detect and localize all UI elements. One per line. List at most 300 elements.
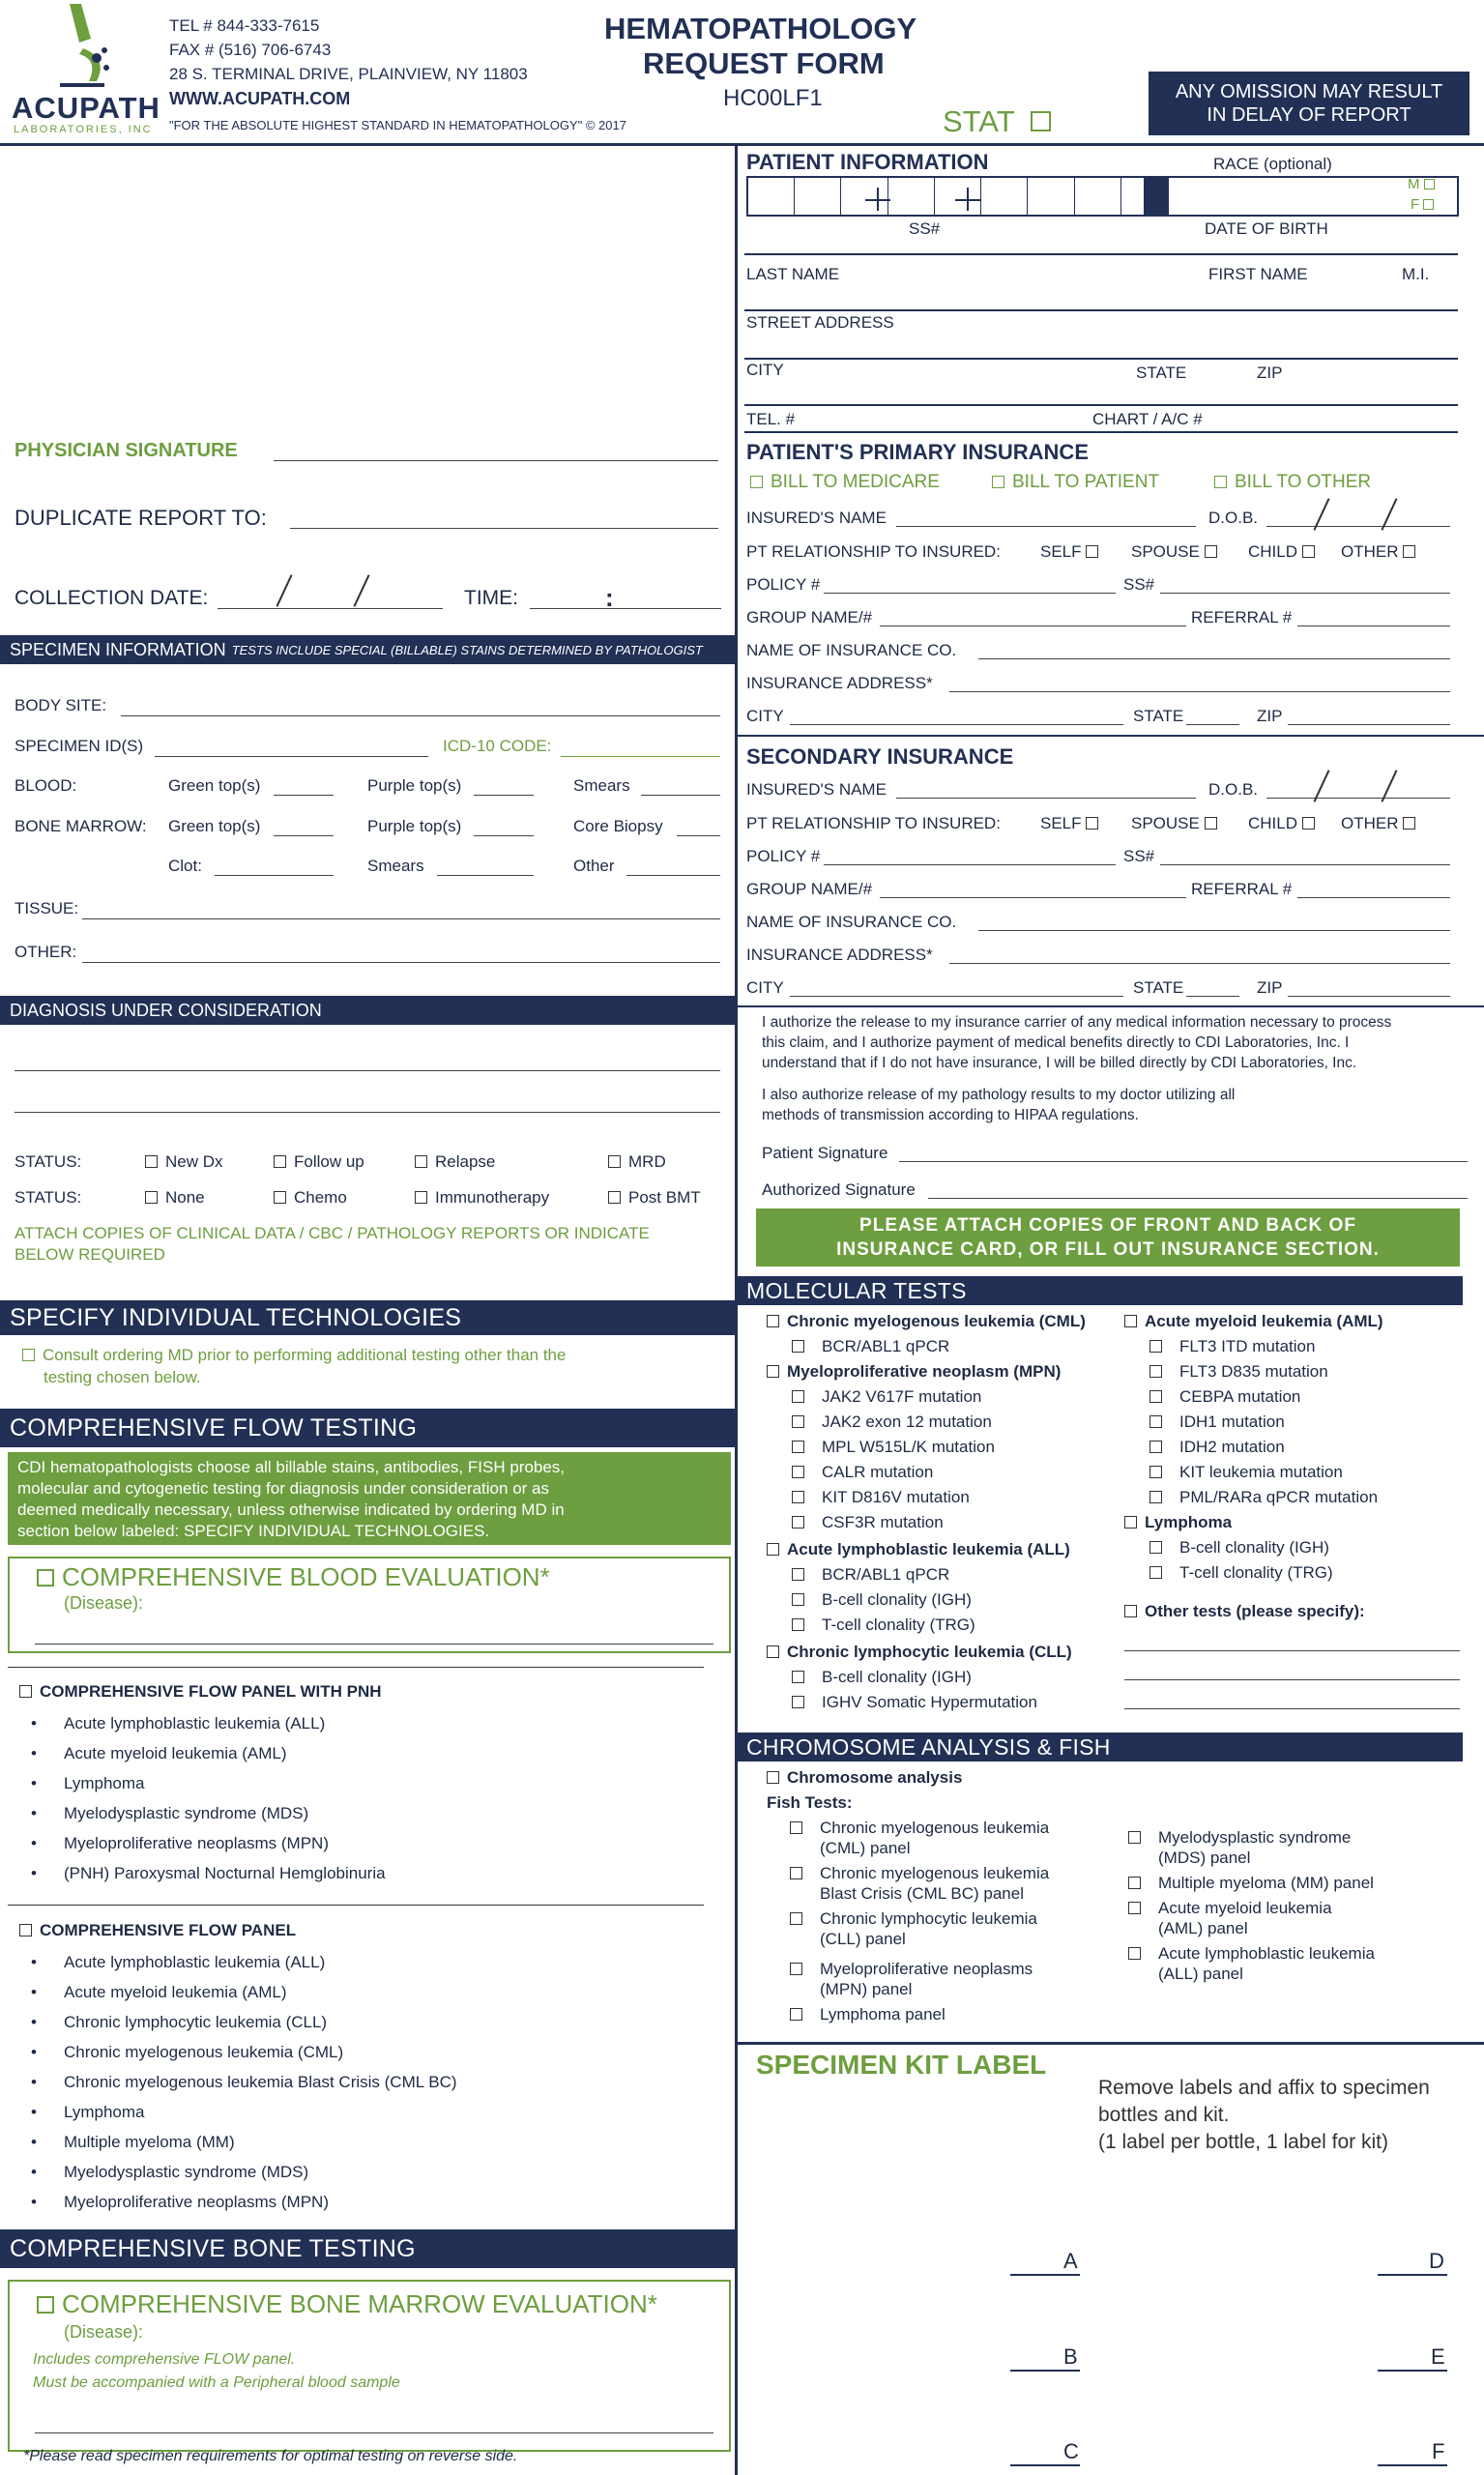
blood-eval-disease-field[interactable]: [35, 1644, 713, 1645]
stat-checkbox[interactable]: [943, 104, 1051, 139]
flow-pnh-panel[interactable]: [19, 1682, 382, 1702]
bone-marrow-label: BONE MARROW:: [15, 817, 147, 835]
sec-rel-child[interactable]: CHILD: [1248, 814, 1315, 833]
consult-line1: Consult ordering MD prior to performing additional testing other than the: [43, 1346, 567, 1364]
checkbox-icon[interactable]: [1149, 1566, 1162, 1579]
status-chemo[interactable]: Chemo: [274, 1188, 347, 1208]
checkbox-icon[interactable]: [1149, 1466, 1162, 1478]
mol-cll-item[interactable]: IGHV Somatic Hypermutation: [767, 1690, 1086, 1715]
mol-cll[interactable]: Chronic lymphocytic leukemia (CLL): [767, 1640, 1086, 1665]
rel-other[interactable]: OTHER: [1341, 542, 1415, 562]
blood-purple-tops-field[interactable]: [474, 795, 534, 796]
checkbox-icon[interactable]: [1149, 1491, 1162, 1503]
ins-ss-field[interactable]: [1160, 593, 1450, 594]
other-tests-line-1[interactable]: [1124, 1650, 1460, 1651]
primary-insurance-section: [746, 507, 1452, 729]
other-tests-line-2[interactable]: [1124, 1679, 1460, 1680]
status-relapse[interactable]: Relapse: [415, 1152, 495, 1172]
street-field-line[interactable]: [744, 358, 1458, 360]
bone-eval-box: [8, 2280, 731, 2452]
sec-policy-label: POLICY #: [746, 847, 821, 865]
blood-eval-box: [8, 1557, 731, 1653]
mol-mpn-item[interactable]: KIT D816V mutation: [767, 1485, 1086, 1510]
bm-core-biopsy-label: Core Biopsy: [573, 817, 663, 835]
mol-other[interactable]: Other tests (please specify):: [1124, 1599, 1383, 1624]
state-label: STATE: [1136, 364, 1187, 382]
tel-label: TEL. #: [746, 410, 796, 428]
microscope-icon: [41, 0, 118, 89]
checkbox-icon[interactable]: [1423, 199, 1434, 210]
chromosome-analysis-option[interactable]: Chromosome analysis: [767, 1768, 962, 1788]
checkbox-icon[interactable]: [767, 1543, 779, 1556]
ss-dash-2v: [967, 188, 969, 211]
checkbox-icon[interactable]: [1403, 817, 1415, 830]
checkbox-icon[interactable]: [992, 476, 1004, 488]
bill-medicare[interactable]: BILL TO MEDICARE: [750, 472, 940, 493]
checkbox-icon[interactable]: [1086, 545, 1098, 558]
checkbox-icon[interactable]: [790, 2008, 802, 2021]
checkbox-icon[interactable]: [1149, 1415, 1162, 1428]
bm-other-field[interactable]: [626, 875, 720, 876]
icd-code-label: ICD-10 CODE:: [443, 737, 552, 755]
mol-cml-bcr[interactable]: BCR/ABL1 qPCR: [767, 1334, 1086, 1359]
sex-f[interactable]: F: [1411, 196, 1434, 213]
status-new-dx[interactable]: New Dx: [145, 1152, 223, 1172]
ins-address-label: INSURANCE ADDRESS*: [746, 674, 933, 692]
fish-tests-label: Fish Tests:: [767, 1793, 853, 1812]
checkbox-icon[interactable]: [792, 1671, 804, 1683]
kit-instructions: Remove labels and affix to specimen bottles and kit. (1 label per bottle, 1 label for kit): [1098, 2077, 1430, 2153]
specimen-info-title: SPECIMEN INFORMATION: [10, 639, 226, 659]
fish-lymphoma[interactable]: Lymphoma panel: [790, 2004, 1049, 2024]
clot-field[interactable]: [215, 875, 334, 876]
race-label: RACE (optional): [1213, 155, 1332, 173]
ss-digit-box[interactable]: [1028, 178, 1074, 215]
ins-ss-label: SS#: [1123, 575, 1155, 594]
checkbox-icon[interactable]: [790, 1821, 802, 1834]
bone-eval-disease-field[interactable]: [35, 2432, 713, 2433]
diagnosis-line-1[interactable]: [15, 1070, 720, 1071]
checkbox-icon[interactable]: [1302, 545, 1315, 558]
fish-mds[interactable]: Myelodysplastic syndrome (MDS) panel: [1128, 1827, 1375, 1868]
sec-dob-field[interactable]: [1266, 798, 1450, 799]
checkbox-icon[interactable]: [145, 1155, 158, 1168]
status-label-1: STATUS:: [15, 1152, 82, 1171]
checkbox-icon[interactable]: [37, 2296, 54, 2314]
checkbox-icon[interactable]: [1205, 817, 1217, 830]
blood-smears-field[interactable]: [641, 795, 720, 796]
policy-field[interactable]: [824, 593, 1116, 594]
attach-copies-note: [15, 1223, 650, 1266]
contact-fax: FAX # (516) 706-6743: [169, 41, 332, 59]
fish-cml[interactable]: Chronic myelogenous leukemia (CML) panel: [790, 1818, 1049, 1858]
mol-cml[interactable]: Chronic myelogenous leukemia (CML): [767, 1309, 1086, 1334]
mi-label: M.I.: [1402, 265, 1430, 283]
checkbox-icon[interactable]: [792, 1491, 804, 1503]
mol-aml-item[interactable]: IDH2 mutation: [1124, 1435, 1383, 1460]
checkbox-icon[interactable]: [415, 1191, 427, 1204]
bm-smears-field[interactable]: [437, 875, 534, 876]
sec-insured-name-field[interactable]: [896, 798, 1196, 799]
fish-mpn[interactable]: Myeloproliferative neoplasms (MPN) panel: [790, 1959, 1049, 1999]
list-item: • (PNH) Paroxysmal Nocturnal Hemglobinuria: [19, 1858, 386, 1888]
other-tests-line-3[interactable]: [1124, 1708, 1460, 1709]
mol-lymphoma-item[interactable]: T-cell clonality (TRG): [1124, 1560, 1383, 1586]
diagnosis-line-2[interactable]: [15, 1112, 720, 1113]
body-site-field[interactable]: [121, 715, 720, 716]
fish-cll[interactable]: Chronic lymphocytic leukemia (CLL) panel: [790, 1908, 1049, 1949]
checkbox-icon[interactable]: [415, 1155, 427, 1168]
sec-state-field[interactable]: [1186, 996, 1239, 997]
bm-other-label: Other: [573, 857, 615, 875]
mol-aml-item[interactable]: CEBPA mutation: [1124, 1384, 1383, 1410]
checkbox-icon[interactable]: [1424, 179, 1435, 189]
checkbox-icon[interactable]: [19, 1685, 32, 1698]
authorized-signature-field[interactable]: [928, 1198, 1468, 1199]
mol-mpn-item[interactable]: JAK2 V617F mutation: [767, 1384, 1086, 1410]
city-label: CITY: [746, 361, 784, 379]
mol-aml-item[interactable]: FLT3 D835 mutation: [1124, 1359, 1383, 1384]
rel-spouse[interactable]: SPOUSE: [1131, 542, 1217, 562]
molecular-heading: [737, 1276, 1463, 1305]
patient-signature-label: Patient Signature: [762, 1144, 888, 1162]
mol-aml-item[interactable]: IDH1 mutation: [1124, 1410, 1383, 1435]
mol-lymphoma[interactable]: Lymphoma: [1124, 1510, 1383, 1535]
stat-label: STAT: [943, 104, 1015, 138]
status-post-bmt[interactable]: Post BMT: [608, 1188, 701, 1208]
sec-ins-co-label: NAME OF INSURANCE CO.: [746, 913, 957, 931]
mol-all-item[interactable]: T-cell clonality (TRG): [767, 1613, 1086, 1638]
blood-eval-disease: (Disease):: [64, 1593, 144, 1613]
sec-dob-label: D.O.B.: [1208, 780, 1259, 799]
checkbox-icon[interactable]: [1149, 1441, 1162, 1453]
mol-aml[interactable]: Acute myeloid leukemia (AML): [1124, 1309, 1383, 1334]
checkbox-icon[interactable]: [274, 1155, 286, 1168]
ss-digit-box[interactable]: [981, 178, 1028, 215]
rel-child[interactable]: CHILD: [1248, 542, 1315, 562]
time-field[interactable]: [530, 608, 721, 609]
ins-zip-field[interactable]: [1288, 724, 1450, 725]
sec-group-field[interactable]: [880, 897, 1186, 898]
sec-rel-self[interactable]: SELF: [1040, 814, 1098, 833]
list-item: • Acute lymphoblastic leukemia (ALL): [19, 1708, 386, 1738]
reverse-side-footnote: *Please read specimen requirements for optimal testing on reverse side.: [23, 2448, 518, 2464]
list-item: • Chronic lymphocytic leukemia (CLL): [19, 2007, 457, 2037]
kit-label-e-line[interactable]: [1378, 2370, 1447, 2372]
kit-label-c: C: [1063, 2439, 1079, 2463]
bone-eval-label: COMPREHENSIVE BONE MARROW EVALUATION*: [62, 2289, 657, 2318]
ins-address-field[interactable]: [949, 691, 1450, 692]
mol-mpn-item[interactable]: CSF3R mutation: [767, 1510, 1086, 1535]
checkbox-icon[interactable]: [1128, 1877, 1141, 1889]
sec-group-label: GROUP NAME/#: [746, 880, 873, 898]
blood-green-tops-field[interactable]: [274, 795, 334, 796]
bm-green-tops-field[interactable]: [274, 835, 334, 836]
checkbox-icon[interactable]: [608, 1155, 621, 1168]
blood-eval-label: COMPREHENSIVE BLOOD EVALUATION*: [62, 1562, 550, 1591]
mol-aml-item[interactable]: PML/RARa qPCR mutation: [1124, 1485, 1383, 1510]
ins-city-field[interactable]: [790, 724, 1123, 725]
ins-zip-label: ZIP: [1257, 707, 1283, 725]
column-divider: [735, 145, 738, 2475]
ss-digit-box[interactable]: [841, 178, 887, 215]
ss-digit-box[interactable]: [888, 178, 935, 215]
ins-state-field[interactable]: [1186, 724, 1239, 725]
zip-label: ZIP: [1257, 364, 1283, 382]
logo-subtext: LABORATORIES, INC: [14, 124, 153, 135]
insured-name-label: INSURED'S NAME: [746, 509, 887, 527]
flow-panel[interactable]: [19, 1921, 296, 1940]
date-slash-1: [276, 574, 292, 606]
diagnosis-heading: [0, 996, 735, 1025]
mol-lymphoma-item[interactable]: B-cell clonality (IGH): [1124, 1535, 1383, 1560]
mol-mpn-item[interactable]: JAK2 exon 12 mutation: [767, 1410, 1086, 1435]
mol-aml-item[interactable]: FLT3 ITD mutation: [1124, 1334, 1383, 1359]
checkbox-icon[interactable]: [767, 1645, 779, 1658]
blood-label: BLOOD:: [15, 776, 77, 795]
checkbox-icon[interactable]: [792, 1340, 804, 1353]
patient-signature-field[interactable]: [899, 1161, 1468, 1162]
checkbox-icon[interactable]: [1149, 1390, 1162, 1403]
status-mrd[interactable]: MRD: [608, 1152, 666, 1172]
attach-card-note: PLEASE ATTACH COPIES OF FRONT AND BACK OF INSURANCE CARD, OR FILL OUT INSURANCE SECTION.: [756, 1208, 1460, 1267]
molecular-left-list: [767, 1309, 1086, 1715]
checkbox-icon[interactable]: [1149, 1340, 1162, 1353]
insured-dob-field[interactable]: [1266, 526, 1450, 527]
checkbox-icon[interactable]: [767, 1315, 779, 1327]
list-item: • Lymphoma: [19, 1768, 386, 1798]
collection-date-label: COLLECTION DATE:: [15, 587, 209, 609]
status-follow-up[interactable]: Follow up: [274, 1152, 364, 1172]
chromosome-heading: [737, 1732, 1463, 1762]
city-field-line[interactable]: [744, 404, 1458, 406]
sec-zip-field[interactable]: [1288, 996, 1450, 997]
kit-heading: SPECIMEN KIT LABEL: [756, 2050, 1047, 2080]
ss-dob-boxes[interactable]: [746, 176, 1169, 217]
checkbox-icon[interactable]: [1086, 817, 1098, 830]
list-item: • Chronic myelogenous leukemia (CML): [19, 2037, 457, 2067]
mol-cll-item[interactable]: B-cell clonality (IGH): [767, 1665, 1086, 1690]
ss-digit-box[interactable]: [1075, 178, 1121, 215]
insured-dob-label: D.O.B.: [1208, 509, 1259, 527]
checkbox-icon[interactable]: [608, 1191, 621, 1204]
group-label: GROUP NAME/#: [746, 608, 873, 626]
checkbox-icon[interactable]: [22, 1349, 35, 1361]
status-immunotherapy[interactable]: Immunotherapy: [415, 1188, 549, 1208]
fish-left: [790, 1818, 1049, 2024]
authorized-signature-label: Authorized Signature: [762, 1180, 916, 1199]
physician-signature-label: PHYSICIAN SIGNATURE: [15, 440, 238, 461]
checkbox-icon[interactable]: [790, 1867, 802, 1879]
checkbox-icon[interactable]: [1128, 1947, 1141, 1960]
checkbox-icon[interactable]: [1124, 1315, 1137, 1327]
attach-copies-line1: ATTACH COPIES OF CLINICAL DATA / CBC / PATHOLOGY REPORTS OR INDICATE: [15, 1224, 650, 1242]
secondary-ins-divider: [737, 1005, 1484, 1007]
molecular-right-list: [1124, 1309, 1383, 1624]
bone-title: COMPREHENSIVE BONE TESTING: [10, 2234, 416, 2262]
specimen-ids-field[interactable]: [155, 756, 428, 757]
mol-mpn-item[interactable]: CALR mutation: [767, 1460, 1086, 1485]
icd-code-field[interactable]: [561, 756, 720, 757]
bone-eval-disease: (Disease):: [64, 2322, 144, 2342]
checkbox-icon[interactable]: [1124, 1516, 1137, 1529]
other-specimen-field[interactable]: [82, 962, 720, 963]
checkbox-icon[interactable]: [790, 1912, 802, 1925]
checkbox-icon[interactable]: [792, 1390, 804, 1403]
collection-date-field[interactable]: [218, 608, 443, 609]
sec-referral-label: REFERRAL #: [1191, 880, 1293, 898]
checkbox-icon[interactable]: [1403, 545, 1415, 558]
flow-note: CDI hematopathologists choose all billable stains, antibodies, FISH probes, molecular and cytogenetic testing for diagnosis under consideration or as deemed medically necessary, unless otherwise indicated by ordering MD in section below labeled: SPECIFY INDIVIDUAL TECHNOLOGIES.: [8, 1452, 731, 1545]
sec-referral-field[interactable]: [1297, 897, 1450, 898]
bone-note-2: Must be accompanied with a Peripheral blood sample: [33, 2374, 400, 2391]
clot-label: Clot:: [168, 857, 202, 875]
bm-green-tops-label: Green top(s): [168, 817, 261, 835]
sec-ins-co-field[interactable]: [978, 930, 1450, 931]
checkbox-icon[interactable]: [1214, 476, 1227, 488]
flow-panel-list: [19, 1947, 457, 2217]
bill-patient[interactable]: BILL TO PATIENT: [992, 472, 1159, 493]
omission-line1: ANY OMISSION MAY RESULT: [1175, 81, 1443, 102]
checkbox-icon[interactable]: [792, 1441, 804, 1453]
sec-policy-field[interactable]: [824, 864, 1116, 865]
status-label-2: STATUS:: [15, 1188, 82, 1207]
blood-eval-option[interactable]: [37, 1562, 550, 1592]
physician-signature-field[interactable]: [274, 460, 718, 461]
kit-label-d-line[interactable]: [1378, 2274, 1447, 2276]
checkbox-icon[interactable]: [767, 1365, 779, 1378]
list-item: • Chronic myelogenous leukemia Blast Crisis (CML BC): [19, 2067, 457, 2097]
flow-title: COMPREHENSIVE FLOW TESTING: [10, 1413, 418, 1441]
bm-smears-label: Smears: [367, 857, 424, 875]
patient-line-1: [744, 253, 1458, 255]
ins-co-field[interactable]: [978, 658, 1450, 659]
checkbox-icon[interactable]: [790, 1963, 802, 1975]
consult-md-option[interactable]: [22, 1344, 566, 1388]
checkbox-icon[interactable]: [792, 1696, 804, 1708]
ss-dash-1v: [877, 188, 879, 211]
fish-all[interactable]: Acute lymphoblastic leukemia (ALL) panel: [1128, 1943, 1375, 1984]
name-field-line[interactable]: [744, 309, 1458, 311]
rel-self[interactable]: SELF: [1040, 542, 1098, 562]
form-title-line2: REQUEST FORM: [643, 46, 885, 80]
ss-digit-box[interactable]: [748, 178, 795, 215]
checkbox-icon[interactable]: [1128, 1831, 1141, 1844]
checkbox-icon[interactable]: [750, 476, 763, 488]
checkbox-icon[interactable]: [1128, 1902, 1141, 1914]
chart-label: CHART / A/C #: [1092, 410, 1203, 428]
sec-ins-address-field[interactable]: [949, 963, 1450, 964]
sec-ss-field[interactable]: [1160, 864, 1450, 865]
mol-all-item[interactable]: BCR/ABL1 qPCR: [767, 1562, 1086, 1587]
ins-city-label: CITY: [746, 707, 784, 725]
duplicate-report-field[interactable]: [290, 528, 718, 529]
bill-other[interactable]: BILL TO OTHER: [1214, 472, 1371, 493]
sec-zip-label: ZIP: [1257, 978, 1283, 997]
checkbox-icon[interactable]: [792, 1516, 804, 1529]
logo: [12, 0, 160, 140]
checkbox-icon[interactable]: [37, 1569, 54, 1587]
mol-mpn[interactable]: Myeloproliferative neoplasm (MPN): [767, 1359, 1086, 1384]
bm-core-biopsy-field[interactable]: [677, 835, 720, 836]
ss-digit-box[interactable]: [795, 178, 841, 215]
sec-rel-other[interactable]: OTHER: [1341, 814, 1415, 833]
kit-label-c-line[interactable]: [1010, 2464, 1080, 2466]
ss-digit-box[interactable]: [935, 178, 981, 215]
checkbox-icon[interactable]: [1205, 545, 1217, 558]
list-item: • Lymphoma: [19, 2097, 457, 2127]
kit-label-d: D: [1429, 2249, 1444, 2273]
ins-co-label: NAME OF INSURANCE CO.: [746, 641, 957, 659]
omission-line2: IN DELAY OF REPORT: [1207, 104, 1411, 126]
insured-name-field[interactable]: [896, 526, 1196, 527]
checkbox-icon[interactable]: [1149, 1365, 1162, 1378]
consult-line2: testing chosen below.: [44, 1368, 201, 1386]
bm-purple-tops-field[interactable]: [474, 835, 534, 836]
mol-all-item[interactable]: B-cell clonality (IGH): [767, 1587, 1086, 1613]
checkbox-icon[interactable]: [1302, 817, 1315, 830]
tel-field-line[interactable]: [744, 431, 1458, 433]
fish-aml[interactable]: Acute myeloid leukemia (AML) panel: [1128, 1898, 1375, 1938]
list-item: • Multiple myeloma (MM): [19, 2127, 457, 2157]
checkbox-icon[interactable]: [1124, 1605, 1137, 1617]
header-divider: [0, 143, 1484, 146]
secondary-ins-heading: SECONDARY INSURANCE: [746, 744, 1014, 769]
checkbox-icon[interactable]: [792, 1466, 804, 1478]
checkbox-icon[interactable]: [767, 1771, 779, 1784]
secondary-insurance-section: [746, 778, 1452, 1001]
list-item: • Acute lymphoblastic leukemia (ALL): [19, 1947, 457, 1977]
referral-label: REFERRAL #: [1191, 608, 1293, 626]
fish-right: [1128, 1827, 1375, 1984]
status-none[interactable]: None: [145, 1188, 205, 1208]
kit-label-b-line[interactable]: [1010, 2370, 1080, 2372]
mol-aml-item[interactable]: KIT leukemia mutation: [1124, 1460, 1383, 1485]
kit-label-b: B: [1063, 2344, 1078, 2369]
patient-info-heading: PATIENT INFORMATION: [746, 150, 989, 174]
tissue-field[interactable]: [82, 918, 720, 919]
checkbox-icon[interactable]: [792, 1568, 804, 1581]
primary-ins-heading: PATIENT'S PRIMARY INSURANCE: [746, 440, 1089, 464]
checkbox-icon[interactable]: [792, 1618, 804, 1631]
kit-label-e: E: [1431, 2344, 1445, 2369]
checkbox-icon[interactable]: [145, 1191, 158, 1204]
mol-mpn-item[interactable]: MPL W515L/K mutation: [767, 1435, 1086, 1460]
bone-eval-option[interactable]: [37, 2289, 657, 2319]
checkbox-icon[interactable]: [1149, 1541, 1162, 1554]
checkbox-icon[interactable]: [792, 1415, 804, 1428]
specimen-ids-label: SPECIMEN ID(S): [15, 737, 144, 755]
sex-m[interactable]: M: [1408, 176, 1435, 192]
sec-rel-spouse[interactable]: SPOUSE: [1131, 814, 1217, 833]
duplicate-report-label: DUPLICATE REPORT TO:: [15, 506, 267, 530]
contact-website[interactable]: WWW.ACUPATH.COM: [169, 89, 351, 108]
stat-box[interactable]: [1031, 111, 1051, 131]
tagline: "FOR THE ABSOLUTE HIGHEST STANDARD IN HEMATOPATHOLOGY" © 2017: [169, 118, 626, 132]
checkbox-icon[interactable]: [19, 1924, 32, 1936]
list-item: • Acute myeloid leukemia (AML): [19, 1738, 386, 1768]
form-code: HC00LF1: [723, 85, 823, 111]
kit-label-f-line[interactable]: [1378, 2464, 1447, 2466]
fish-cml-bc[interactable]: Chronic myelogenous leukemia Blast Crisis (CML BC) panel: [790, 1863, 1049, 1904]
mol-all[interactable]: Acute lymphoblastic leukemia (ALL): [767, 1537, 1086, 1562]
ins-state-label: STATE: [1133, 707, 1184, 725]
checkbox-icon[interactable]: [792, 1593, 804, 1606]
fish-mm[interactable]: Multiple myeloma (MM) panel: [1128, 1873, 1375, 1893]
kit-label-a-line[interactable]: [1010, 2274, 1080, 2276]
checkbox-icon[interactable]: [274, 1191, 286, 1204]
sec-city-field[interactable]: [790, 996, 1123, 997]
